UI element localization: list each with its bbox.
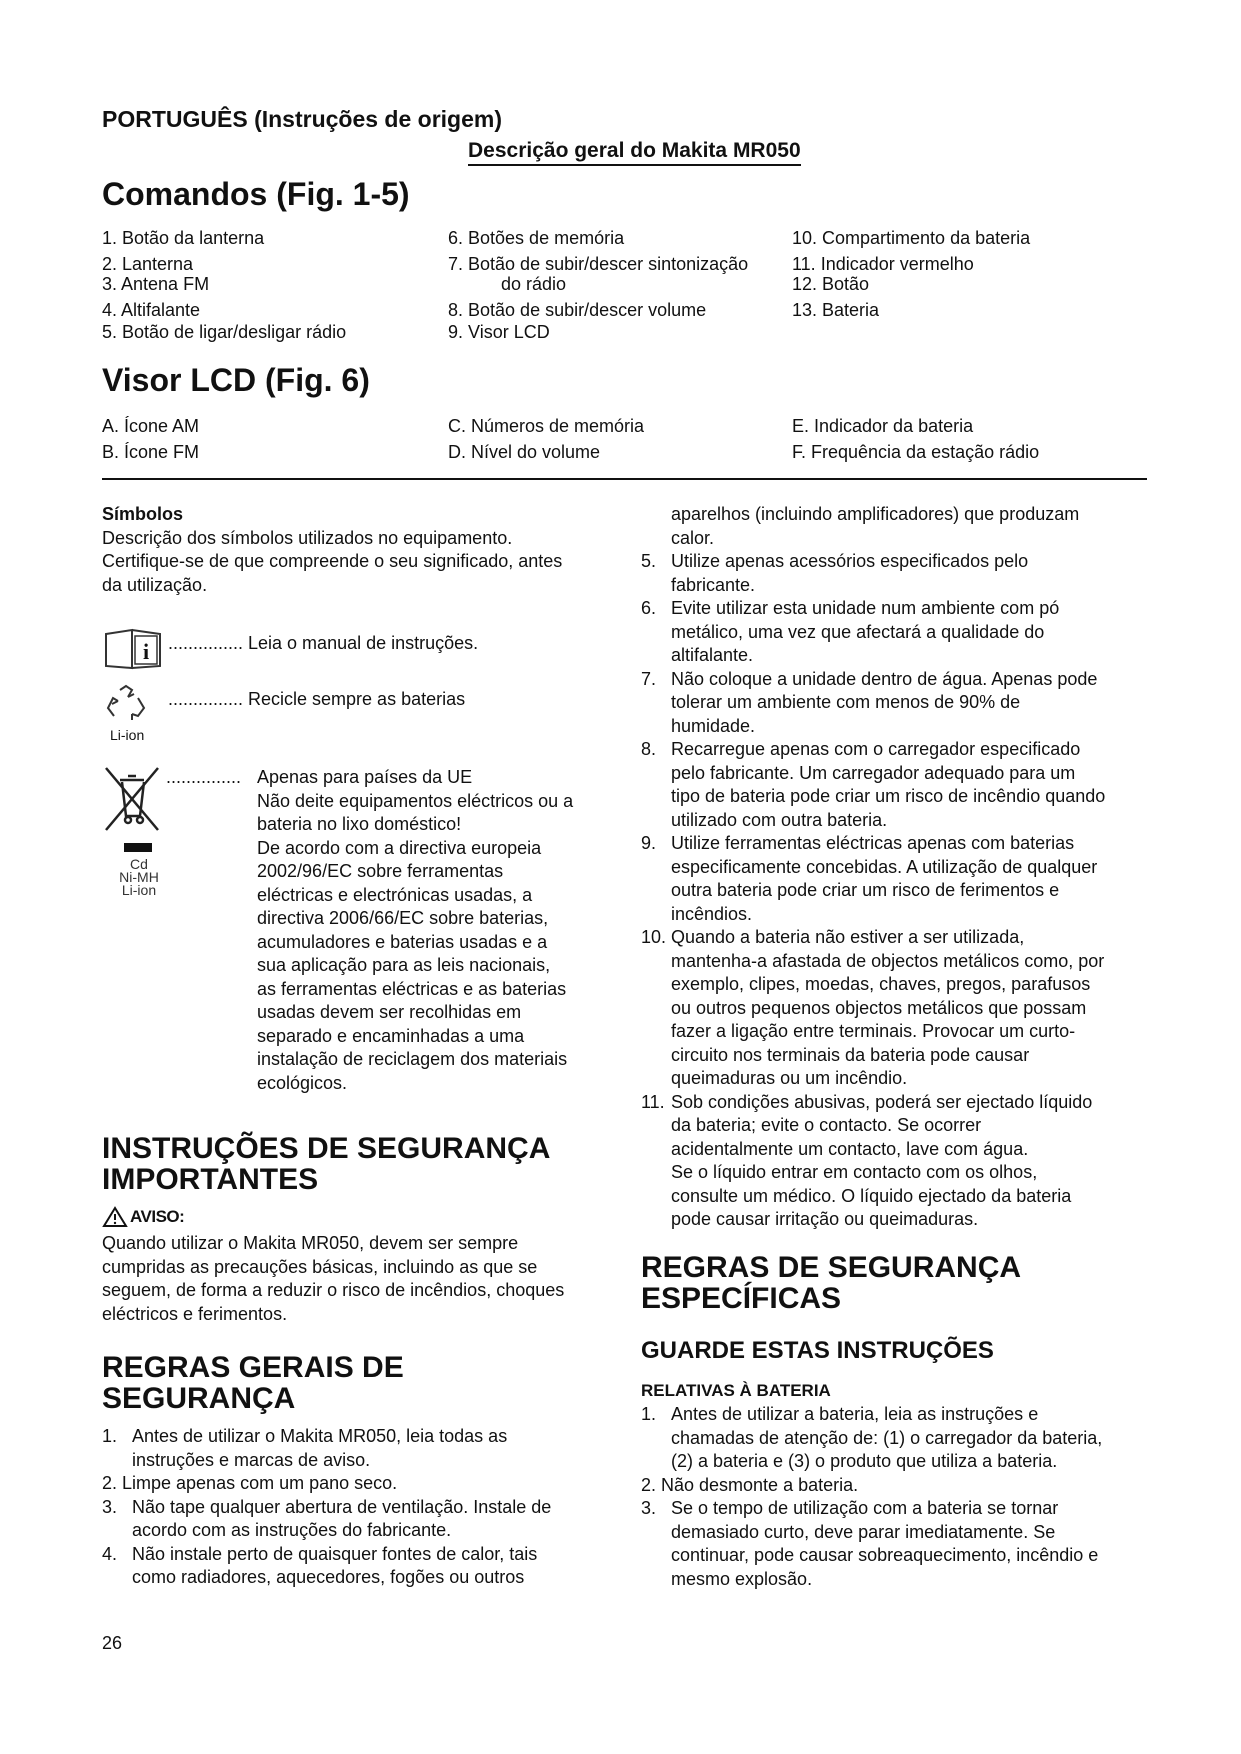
text-line: tipo de bateria pode criar um risco de incêndio quando [671,786,1106,806]
text-line: Não desmonte a bateria. [661,1474,859,1495]
text-line: acidentalmente um contacto, lave com água. [671,1138,1029,1159]
item-number: 7. [641,668,657,689]
text-line: queimaduras ou um incêndio. [671,1068,908,1088]
list-item [641,1474,1151,1498]
visor-col-2 [448,413,644,465]
text-line: continuar, pode causar sobreaquecimento, incêndio e [671,1545,1099,1565]
text-line: sua aplicação para as leis nacionais, [257,955,551,975]
text-line: demasiado curto, deve parar imediatamente. Se [671,1521,1056,1542]
text-line: mantenha-a afastada de objectos metálicos como, por [671,950,1105,971]
text-line: De acordo com a directiva europeia [257,837,542,858]
text-line: Utilize ferramentas eléctricas apenas com baterias [671,833,1075,853]
text-line: seguem, de forma a reduzir o risco de incêndios, choques [102,1280,565,1300]
list-item [641,832,1151,926]
cd-label: Cd [130,856,148,872]
list-item [641,597,1151,668]
right-column [641,503,1151,1232]
text-line: altifalante. [671,645,754,665]
text-line: Antes de utilizar a bateria, leia as instruções e [671,1404,1039,1424]
text-line: Não instale perto de quaisquer fontes de calor, tais [132,1543,538,1564]
heading-line: IMPORTANTES [102,1163,319,1196]
list-item: A. Ícone AM [102,416,200,436]
text-line: (2) a bateria e (3) o produto que utiliza a bateria. [671,1451,1058,1471]
list-item: 2. Lanterna [102,254,194,274]
list-item: 11. Indicador vermelho [792,254,974,274]
list-item: C. Números de memória [448,416,645,436]
list-item [641,738,1151,832]
text-line: Evite utilizar esta unidade num ambiente com pó [671,598,1060,618]
item-number: 9. [641,833,657,853]
page-number: 26 [102,1633,123,1653]
item-number: 10. [641,927,667,947]
safety-list-continued [641,550,1151,1232]
instrucoes-text [102,1232,602,1326]
text-line: Não tape qualquer abertura de ventilação. Instale de [132,1496,552,1517]
text-line: ou outros pequenos objectos metálicos que possam [671,997,1087,1018]
list-item [102,1425,602,1472]
item-number: 5. [641,551,657,571]
list-item: D. Nível do volume [448,442,601,462]
list-item: 8. Botão de subir/descer volume [448,300,707,320]
text-line: Sob condições abusivas, poderá ser ejectado líquido [671,1091,1093,1112]
visor-col-3 [792,413,1039,465]
item-number: 3. [641,1498,657,1518]
text-line: outra bateria pode criar um risco de ferimentos e [671,880,1060,900]
text-line: eléctricas e electrónicas usadas, a [257,884,533,905]
text-line: humidade. [671,715,756,736]
text-line: como radiadores, aquecedores, fogões ou outros [132,1567,525,1587]
list-item: E. Indicador da bateria [792,416,974,436]
text-line: mesmo explosão. [671,1568,813,1589]
text-line: fabricante. [671,574,756,595]
symbol-manual-text: ............... Leia o manual de instruções. [168,633,479,653]
item-number: 6. [641,598,657,618]
item-number: 2. [102,1473,118,1493]
text-line: incêndios. [671,903,753,924]
list-item: 4. Altifalante [102,300,201,320]
simbolos-intro: Certifique-se de que compreende o seu significado, antes [102,551,563,571]
heading-line: ESPECÍFICAS [641,1282,842,1315]
battery-bar-icon [124,843,152,852]
text-line: Não coloque a unidade dentro de água. Apenas pode [671,668,1098,689]
text-line: cumpridas as precauções básicas, incluindo as que se [102,1256,538,1277]
item-number: 8. [641,739,657,759]
text-line: Se o líquido entrar em contacto com os olhos, [671,1162,1038,1182]
list-item [102,1496,602,1543]
simbolos-intro: Descrição dos símbolos utilizados no equipamento. [102,527,513,548]
text-line: 2002/96/EC sobre ferramentas [257,861,504,881]
text-line: Não deite equipamentos eléctricos ou a [257,790,574,811]
heading-line: REGRAS GERAIS DE [102,1351,404,1384]
text-line: bateria no lixo doméstico! [257,814,462,834]
li-ion-label: Li-ion [121,882,157,898]
text-line: fazer a ligação entre terminais. Provocar um curto- [671,1021,1076,1041]
text-line: Se o tempo de utilização com a bateria se tornar [671,1498,1059,1518]
visor-col-1 [102,413,199,465]
text-line: Apenas para países da UE [257,767,473,787]
manual-book-icon [104,628,164,670]
item-number: 11. [641,1091,665,1112]
simbolos-intro: da utilização. [102,574,208,595]
list-item: 12. Botão [792,274,870,294]
ni-mh-label: Ni-MH [119,869,159,885]
list-item [641,1497,1151,1591]
battery-chemistry-labels [118,858,160,897]
list-item [641,926,1151,1091]
comandos-col-2 [448,227,748,344]
list-item: do rádio [501,274,567,294]
text-line: as ferramentas eléctricas e as baterias [257,978,567,999]
regras-gerais-title [102,1352,404,1414]
text-line: Quando utilizar o Makita MR050, devem ser sempre [102,1233,519,1253]
item-number: 3. [102,1496,118,1517]
comandos-col-3 [792,227,1030,322]
text-line: consulte um médico. O líquido ejectado da bateria [671,1185,1072,1206]
text-line: ecológicos. [257,1072,348,1093]
list-item: 13. Bateria [792,300,880,320]
text-line: chamadas de atenção de: (1) o carregador da bateria, [671,1427,1103,1448]
item-number: 1. [102,1426,118,1446]
list-item: 3. Antena FM [102,274,210,294]
text-line: Limpe apenas com um pano seco. [122,1473,398,1493]
crossed-bin-icon [102,764,162,834]
list-item [641,668,1151,739]
symbol-weee-text [257,766,597,1095]
regras-especificas-title [641,1252,1021,1314]
list-item: 9. Visor LCD [448,322,550,342]
relativas-heading: RELATIVAS À BATERIA [641,1381,831,1400]
list-item [641,1091,1151,1232]
list-item: 10. Compartimento da bateria [792,228,1031,248]
simbolos-section [102,503,602,597]
text-line: utilizado com outra bateria. [671,809,888,830]
text-line: Quando a bateria não estiver a ser utilizada, [671,927,1025,947]
list-item [641,1403,1151,1474]
text-line: da bateria; evite o contacto. Se ocorrer [671,1115,982,1135]
text-line: directiva 2006/66/EC sobre baterias, [257,908,549,928]
svg-text:i: i [142,639,150,664]
text-line: tolerar um ambiente com menos de 90% de [671,692,1021,712]
list-item: 6. Botões de memória [448,228,625,248]
text-line: pode causar irritação ou queimaduras. [671,1209,979,1229]
text-line: calor. [671,527,715,548]
list-item: 1. Botão da lanterna [102,228,265,248]
symbol-weee-lead: ............... [166,767,242,787]
list-item: 7. Botão de subir/descer sintonização [448,254,749,274]
list-item [102,1472,602,1496]
list-item: B. Ícone FM [102,442,200,462]
text-line: Utilize apenas acessórios especificados pelo [671,551,1029,571]
text-line: instruções e marcas de aviso. [132,1449,371,1470]
comandos-title: Comandos (Fig. 1-5) [102,176,410,212]
text-line: metálico, uma vez que afectará a qualidade do [671,621,1045,642]
simbolos-title: Símbolos [102,504,184,524]
list-item [102,1543,602,1590]
language-heading: PORTUGUÊS (Instruções de origem) [102,106,503,132]
text-line: separado e encaminhadas a uma [257,1025,525,1046]
item-number: 1. [641,1404,657,1424]
instrucoes-title [102,1133,550,1195]
text-line: exemplo, clipes, moedas, chaves, pregos, parafusos [671,974,1091,994]
warning-icon [102,1206,128,1228]
text-line: acordo com as instruções do fabricante. [132,1520,452,1540]
text-line: aparelhos (incluindo amplificadores) que produzam [671,504,1080,524]
bateria-rules-list [641,1403,1151,1591]
text-line: especificamente concebidas. A utilização de qualquer [671,856,1098,877]
text-line: acumuladores e baterias usadas e a [257,931,548,952]
visor-title: Visor LCD (Fig. 6) [102,362,370,398]
heading-line: INSTRUÇÕES DE SEGURANÇA [102,1132,551,1165]
li-ion-label: Li-ion [110,727,145,743]
symbol-recycle-text: ............... Recicle sempre as baterias [168,689,466,709]
heading-line: SEGURANÇA [102,1382,296,1415]
guarde-heading: GUARDE ESTAS INSTRUÇÕES [641,1337,994,1364]
text-line: circuito nos terminais da bateria pode causar [671,1044,1030,1065]
item-number: 4. [102,1543,118,1564]
recycle-icon [104,684,148,722]
text-line: instalação de reciclagem dos materiais [257,1049,568,1069]
comandos-col-1 [102,227,346,344]
section-divider [102,478,1147,480]
text-line: Antes de utilizar o Makita MR050, leia todas as [132,1426,508,1446]
item-number: 2. [641,1474,657,1495]
regras-gerais-list [102,1425,602,1590]
list-item [641,550,1151,597]
text-line: pelo fabricante. Um carregador adequado para um [671,762,1076,783]
document-subtitle: Descrição geral do Makita MR050 [468,139,801,166]
list-item: 5. Botão de ligar/desligar rádio [102,322,347,342]
text-line: eléctricos e ferimentos. [102,1303,288,1324]
warning-label: AVISO: [130,1207,185,1226]
text-line: Recarregue apenas com o carregador especificado [671,739,1081,759]
text-line: usadas devem ser recolhidas em [257,1002,522,1022]
list-item: F. Frequência da estação rádio [792,442,1040,462]
heading-line: REGRAS DE SEGURANÇA [641,1251,1022,1284]
